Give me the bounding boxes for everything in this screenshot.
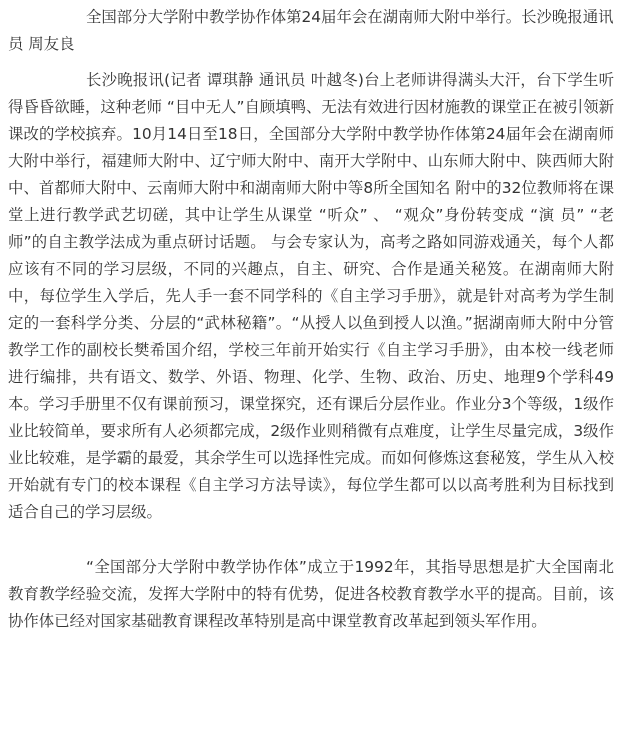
article-paragraph-1: 长沙晚报讯(记者 谭琪静 通讯员 叶越冬)台上老师讲得满头大汗，台下学生听得昏昏欲睡，这种老师 “目中无人”自顾填鸭、无法有效进行因材施教的课堂正在被引领新课改的学校摈弃。10月14日至18日，全国部分大学附中教学协作体第24届年会在湖南师大附中举行，福建师大附中、辽宁师大附中、南开大学附中、山东师大附中、陕西师大附中、首都师大附中、云南师大附中和湖南师大附中等8所全国知名 附中的32位教师将在课堂上进行教学武艺切磋，其中让学生从课堂 “听众” 、 “观众”身份转变成 “演 员” “老师”的自主教学法成为重点研讨话题。 与会专家认为，高考之路如同游戏通关，每个人都应该有不同的学习层级，不同的兴趣点，自主、研究、合作是通关秘笈。在湖南师大附中，每位学生入学后，先人手一套不同学科的《自主学习手册》，就是针对高考为学生制定的一套科学分类、分层的“武林秘籍”。“从授人以鱼到授人以渔。”据湖南师大附中分管教学工作的副校长樊希国介绍，学校三年前开始实行《自主学习手册》，由本校一线老师进行编排，共有语文、数学、外语、物理、化学、生物、政治、历史、地理9个学科49本。学习手册里不仅有课前预习，课堂探究，还有课后分层作业。作业分3个等级，1级作业比较简单，要求所有人必须都完成，2级作业则稍微有点难度，让学生尽量完成，3级作业比较难，是学霸的最爱，其余学生可以选择性完成。而如何修炼这套秘笈，学生从入校开始就有专门的校本课程《自主学习方法导读》，每位学生都可以以高考胜利为目标找到适合自己的学习层级。 <box>8 71 614 521</box>
article-headline: 全国部分大学附中教学协作体第24届年会在湖南师大附中举行。长沙晚报通讯员 周友良 <box>8 8 614 53</box>
article-paragraph-2: “全国部分大学附中教学协作体”成立于1992年，其指导思想是扩大全国南北教育教学经验交流，发挥大学附中的特有优势，促进各校教育教学水平的提高。目前，该协作体已经对国家基础教育课程改革特别是高中课堂教育改革起到领头军作用。 <box>8 558 614 630</box>
